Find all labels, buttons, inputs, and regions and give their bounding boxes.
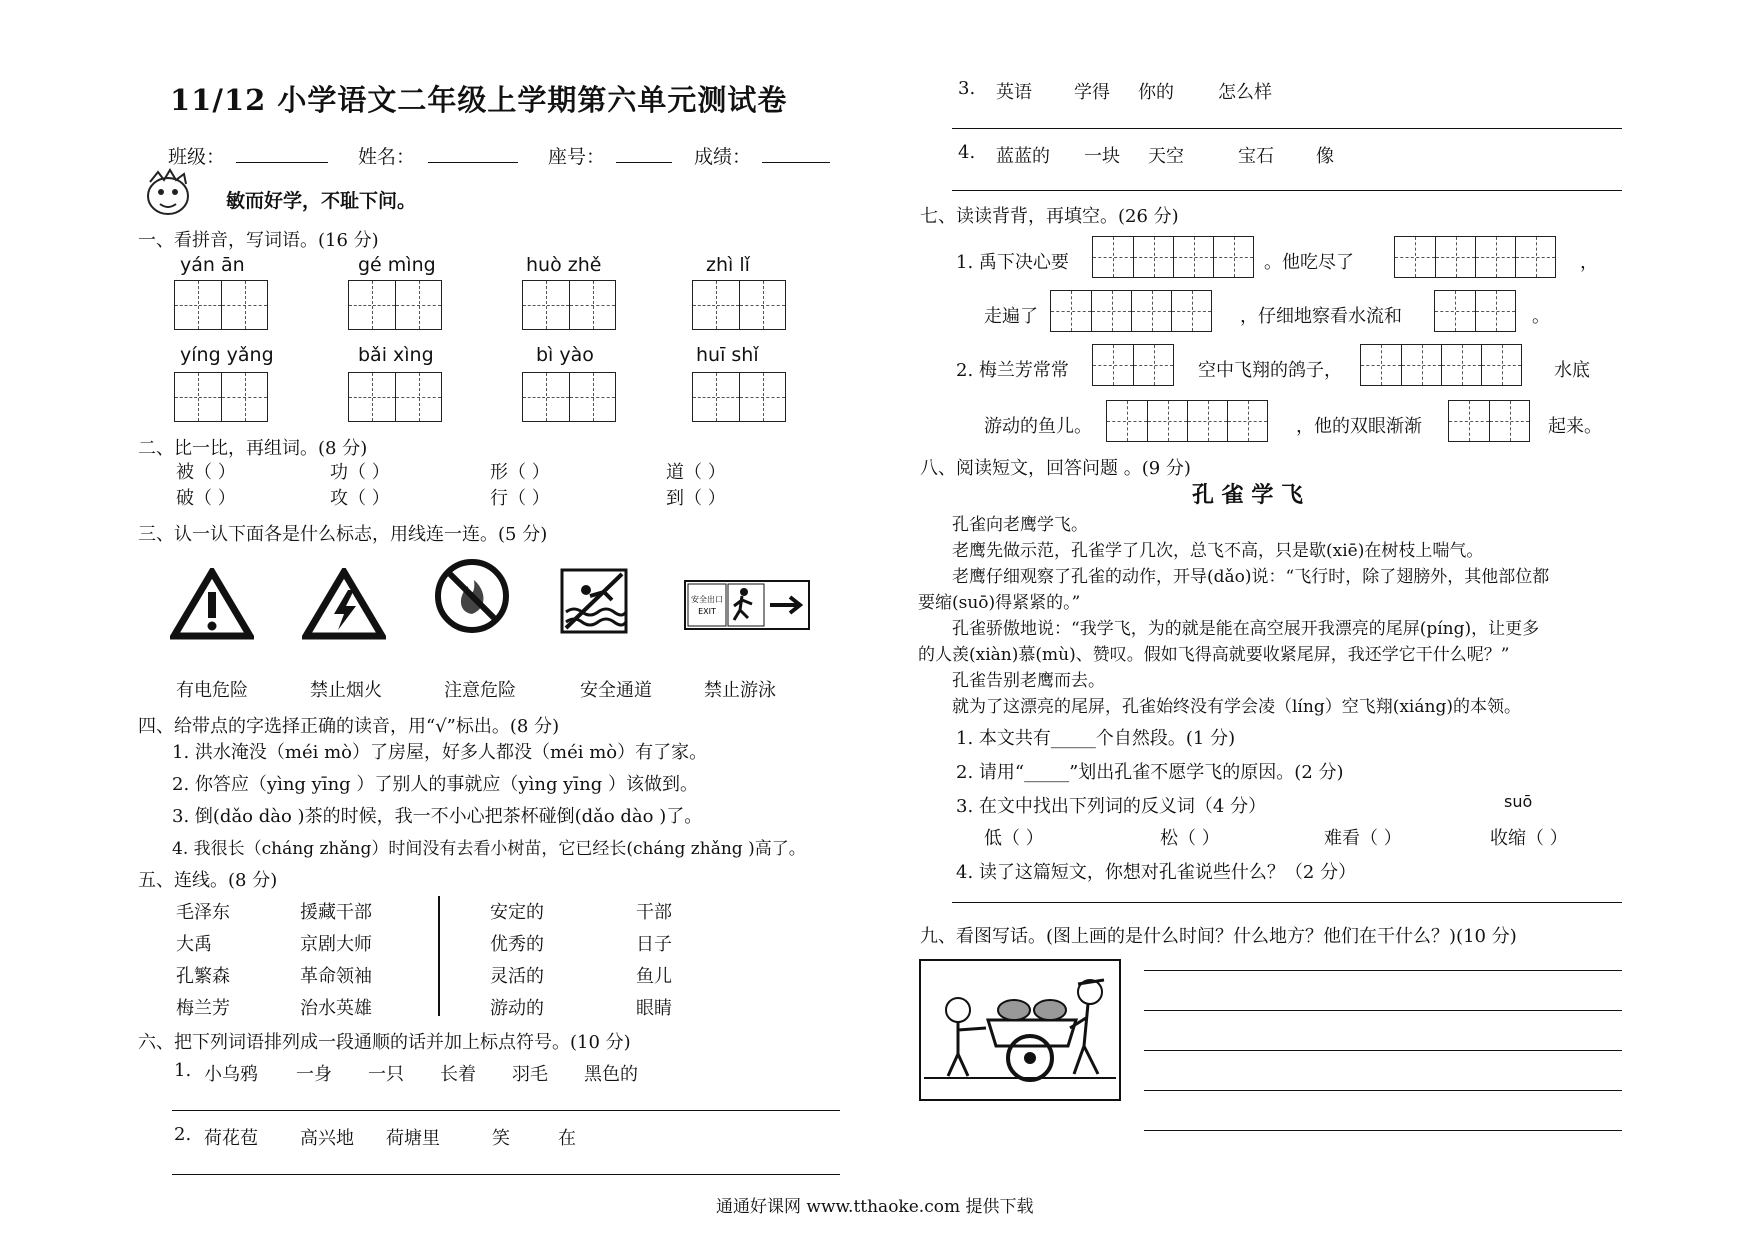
s9-line-5[interactable] xyxy=(1144,1130,1622,1131)
match-col4-4: 眼睛 xyxy=(636,998,672,1019)
passage-p4: 孔雀骄傲地说：“我学飞，为的就是能在高空展开我漂亮的尾屏(píng)，让更多 xyxy=(952,619,1540,639)
s6-item4-answer-line[interactable] xyxy=(952,190,1622,191)
seat-label: 座号： xyxy=(548,146,606,168)
match-col4-2: 日子 xyxy=(636,934,672,955)
passage-p3: 老鹰仔细观察了孔雀的动作，开导(dǎo)说：“飞行时，除了翅膀外，其他部位都 xyxy=(952,567,1550,587)
s6-item3-answer-line[interactable] xyxy=(952,128,1622,129)
sign-label-2: 禁止烟火 xyxy=(310,680,382,701)
s5-heading: 五、连线。(8 分) xyxy=(138,870,278,891)
s6-item4-w2: 一块 xyxy=(1084,146,1120,167)
s6-item1-w5: 羽毛 xyxy=(512,1064,548,1085)
s9-line-3[interactable] xyxy=(1144,1050,1622,1051)
s7-line1-a: 1. 禹下决心要 xyxy=(956,252,1069,273)
s6-item1-w6: 黑色的 xyxy=(584,1064,638,1085)
s7-line4-b: ，他的双眼渐渐 xyxy=(1296,416,1422,437)
s6-item1-w1: 小乌鸦 xyxy=(204,1064,258,1085)
s6-item4-w1: 蓝蓝的 xyxy=(996,146,1050,167)
s8-q3: 3. 在文中找出下列词的反义词（4 分） xyxy=(956,796,1267,817)
antonym-3: 难看（ ） xyxy=(1324,828,1402,849)
match-col3-1: 安定的 xyxy=(490,902,544,923)
pinyin-6: bǎi xìng xyxy=(358,344,434,366)
passage-p5: 孔雀告别老鹰而去。 xyxy=(952,671,1105,691)
s6-item2-w5: 在 xyxy=(558,1128,576,1149)
compare-3a: 形（ ） xyxy=(490,462,550,483)
name-label: 姓名： xyxy=(358,146,416,168)
match-col2-4: 治水英雄 xyxy=(300,998,372,1019)
s6-item3-num: 3. xyxy=(958,78,976,99)
s6-item4-w5: 像 xyxy=(1316,146,1334,167)
s7-heading: 七、读读背背，再填空。(26 分) xyxy=(920,206,1179,227)
compare-4a: 道（ ） xyxy=(666,462,726,483)
s7-line2-a: 走遍了 xyxy=(984,306,1038,327)
s6-item2-w3: 荷塘里 xyxy=(386,1128,440,1149)
fill-grid-6[interactable] xyxy=(1360,344,1522,386)
char-grid-1[interactable] xyxy=(174,280,268,330)
pinyin-8: huī shǐ xyxy=(696,344,759,366)
s8-q4-answer-line[interactable] xyxy=(952,902,1622,903)
s6-item1-w4: 长着 xyxy=(440,1064,476,1085)
pinyin-2: gé mìng xyxy=(358,254,436,276)
passage-p6: 就为了这漂亮的尾屏，孔雀始终没有学会凌（líng）空飞翔(xiáng)的本领。 xyxy=(952,697,1521,717)
passage-p1: 孔雀向老鹰学飞。 xyxy=(952,515,1088,535)
fill-grid-2[interactable] xyxy=(1394,236,1556,278)
pinyin-7: bì yào xyxy=(536,344,594,366)
s6-item2-answer-line[interactable] xyxy=(172,1174,840,1175)
passage-p2: 老鹰先做示范，孔雀学了几次，总飞不高，只是歇(xiē)在树枝上喘气。 xyxy=(952,541,1484,561)
s6-item3-w3: 你的 xyxy=(1138,82,1174,103)
s7-line3-a: 2. 梅兰芳常常 xyxy=(956,360,1069,381)
s6-heading: 六、把下列词语排列成一段通顺的话并加上标点符号。(10 分) xyxy=(138,1032,631,1053)
match-col3-3: 灵活的 xyxy=(490,966,544,987)
match-col1-1: 毛泽东 xyxy=(176,902,230,923)
antonym-1: 低（ ） xyxy=(984,828,1044,849)
s9-line-2[interactable] xyxy=(1144,1010,1622,1011)
no-fire-icon xyxy=(432,556,512,636)
fill-grid-3[interactable] xyxy=(1050,290,1212,332)
s1-heading: 一、看拼音，写词语。(16 分) xyxy=(138,230,379,251)
s6-item3-w4: 怎么样 xyxy=(1218,82,1272,103)
cartoon-mascot-icon xyxy=(136,168,200,220)
compare-2b: 攻（ ） xyxy=(330,488,390,509)
sign-label-3: 注意危险 xyxy=(444,680,516,701)
pinyin-4: zhì lǐ xyxy=(706,254,750,276)
exit-sign-text: 安全出口 xyxy=(691,595,723,604)
cart-picture xyxy=(918,958,1122,1102)
s7-line4-a: 游动的鱼儿。 xyxy=(984,416,1092,437)
s8-q1: 1. 本文共有_____个自然段。(1 分) xyxy=(956,728,1236,749)
s9-line-4[interactable] xyxy=(1144,1090,1622,1091)
s8-q3-pinyin: suō xyxy=(1504,792,1533,811)
page-title: 11/12 小学语文二年级上学期第六单元测试卷 xyxy=(170,83,788,117)
match-col4-3: 鱼儿 xyxy=(636,966,672,987)
s4-heading: 四、给带点的字选择正确的读音，用“√”标出。(8 分) xyxy=(138,716,560,737)
s6-item3-w1: 英语 xyxy=(996,82,1032,103)
s6-item3-w2: 学得 xyxy=(1074,82,1110,103)
name-field[interactable] xyxy=(428,162,518,163)
s6-item1-w3: 一只 xyxy=(368,1064,404,1085)
s6-item4-num: 4. xyxy=(958,142,976,163)
match-col4-1: 干部 xyxy=(636,902,672,923)
pinyin-5: yíng yǎng xyxy=(180,344,274,366)
fill-grid-7[interactable] xyxy=(1106,400,1268,442)
electric-danger-icon xyxy=(302,568,386,640)
antonym-4: 收缩（ ） xyxy=(1490,828,1568,849)
s8-heading: 八、阅读短文，回答问题 。(9 分) xyxy=(920,458,1191,479)
passage-title: 孔 雀 学 飞 xyxy=(1192,482,1303,508)
match-col2-3: 革命领袖 xyxy=(300,966,372,987)
passage-p3b: 要缩(suō)得紧紧的。” xyxy=(918,593,1081,613)
match-col1-3: 孔繁森 xyxy=(176,966,230,987)
pinyin-3: huò zhě xyxy=(526,254,602,276)
match-col3-4: 游动的 xyxy=(490,998,544,1019)
match-col3-2: 优秀的 xyxy=(490,934,544,955)
s6-item2-num: 2. xyxy=(174,1124,192,1145)
s7-line3-b: 空中飞翔的鸽子， xyxy=(1198,360,1342,381)
char-grid-5[interactable] xyxy=(174,372,268,422)
fill-grid-1[interactable] xyxy=(1092,236,1254,278)
sign-label-5: 禁止游泳 xyxy=(704,680,776,701)
no-swimming-icon xyxy=(560,568,628,634)
s2-heading: 二、比一比，再组词。(8 分) xyxy=(138,438,368,459)
s9-line-1[interactable] xyxy=(1144,970,1622,971)
s6-item4-w3: 天空 xyxy=(1148,146,1184,167)
passage-p4b: 的人羡(xiàn)慕(mù)、赞叹。假如飞得高就要收紧尾屏，我还学它干什么呢？” xyxy=(918,645,1510,665)
fill-grid-8[interactable] xyxy=(1448,400,1530,442)
fill-grid-5[interactable] xyxy=(1092,344,1174,386)
compare-4b: 到（ ） xyxy=(666,488,726,509)
match-col1-2: 大禹 xyxy=(176,934,212,955)
char-grid-2[interactable] xyxy=(348,280,442,330)
s8-q2: 2. 请用“_____”划出孔雀不愿学飞的原因。(2 分) xyxy=(956,762,1344,783)
char-grid-6[interactable] xyxy=(348,372,442,422)
match-divider xyxy=(438,896,440,1016)
pron-item-4: 4. 我很长（cháng zhǎng）时间没有去看小树苗，它已经长(cháng zhǎng )高了。 xyxy=(172,839,806,859)
s7-line2-c: 。 xyxy=(1532,306,1550,327)
s6-item1-answer-line[interactable] xyxy=(172,1110,840,1111)
s6-item2-w2: 高兴地 xyxy=(300,1128,354,1149)
compare-2a: 功（ ） xyxy=(330,462,390,483)
s6-item2-w1: 荷花苞 xyxy=(204,1128,258,1149)
match-col2-2: 京剧大师 xyxy=(300,934,372,955)
char-grid-4[interactable] xyxy=(692,280,786,330)
s7-line3-c: 水底 xyxy=(1554,360,1590,381)
pron-item-3: 3. 倒(dǎo dào )茶的时候，我一不小心把茶杯碰倒(dǎo dào )了。 xyxy=(172,806,703,827)
s7-line1-b: 。他吃尽了 xyxy=(1264,252,1354,273)
char-grid-8[interactable] xyxy=(692,372,786,422)
compare-1b: 破（ ） xyxy=(176,488,236,509)
exit-sign-text-en: EXIT xyxy=(698,607,716,616)
match-col2-1: 援藏干部 xyxy=(300,902,372,923)
compare-3b: 行（ ） xyxy=(490,488,550,509)
seat-field[interactable] xyxy=(616,162,672,163)
s3-heading: 三、认一认下面各是什么标志，用线连一连。(5 分) xyxy=(138,524,548,545)
class-field[interactable] xyxy=(236,162,328,163)
motto: 敏而好学，不耻下问。 xyxy=(226,190,417,212)
warning-triangle-icon xyxy=(170,568,254,640)
s6-item1-w2: 一身 xyxy=(296,1064,332,1085)
s7-line4-c: 起来。 xyxy=(1548,416,1602,437)
s7-line1-c: ， xyxy=(1580,252,1598,273)
pron-item-2: 2. 你答应（yìng yīng ）了别人的事就应（yìng yīng ）该做到。 xyxy=(172,774,698,795)
match-col1-4: 梅兰芳 xyxy=(176,998,230,1019)
fill-grid-4[interactable] xyxy=(1434,290,1516,332)
s8-q4: 4. 读了这篇短文，你想对孔雀说些什么？（2 分） xyxy=(956,862,1357,883)
antonym-2: 松（ ） xyxy=(1160,828,1220,849)
s6-item1-num: 1. xyxy=(174,1060,192,1081)
pinyin-1: yán ān xyxy=(180,254,245,276)
score-field[interactable] xyxy=(762,162,830,163)
s7-line2-b: ，仔细地察看水流和 xyxy=(1240,306,1402,327)
score-label: 成绩： xyxy=(694,146,752,168)
s9-heading: 九、看图写话。(图上画的是什么时间？什么地方？他们在干什么？)(10 分) xyxy=(920,926,1517,947)
char-grid-7[interactable] xyxy=(522,372,616,422)
safety-exit-icon xyxy=(684,580,810,630)
s6-item2-w4: 笑 xyxy=(492,1128,510,1149)
sign-label-4: 安全通道 xyxy=(580,680,652,701)
class-label: 班级： xyxy=(168,146,226,168)
pron-item-1: 1. 洪水淹没（méi mò）了房屋，好多人都没（méi mò）有了家。 xyxy=(172,742,708,763)
compare-1a: 被（ ） xyxy=(176,462,236,483)
s6-item4-w4: 宝石 xyxy=(1238,146,1274,167)
char-grid-3[interactable] xyxy=(522,280,616,330)
footer-credit: 通通好课网 www.tthaoke.com 提供下载 xyxy=(716,1197,1034,1217)
sign-label-1: 有电危险 xyxy=(176,680,248,701)
